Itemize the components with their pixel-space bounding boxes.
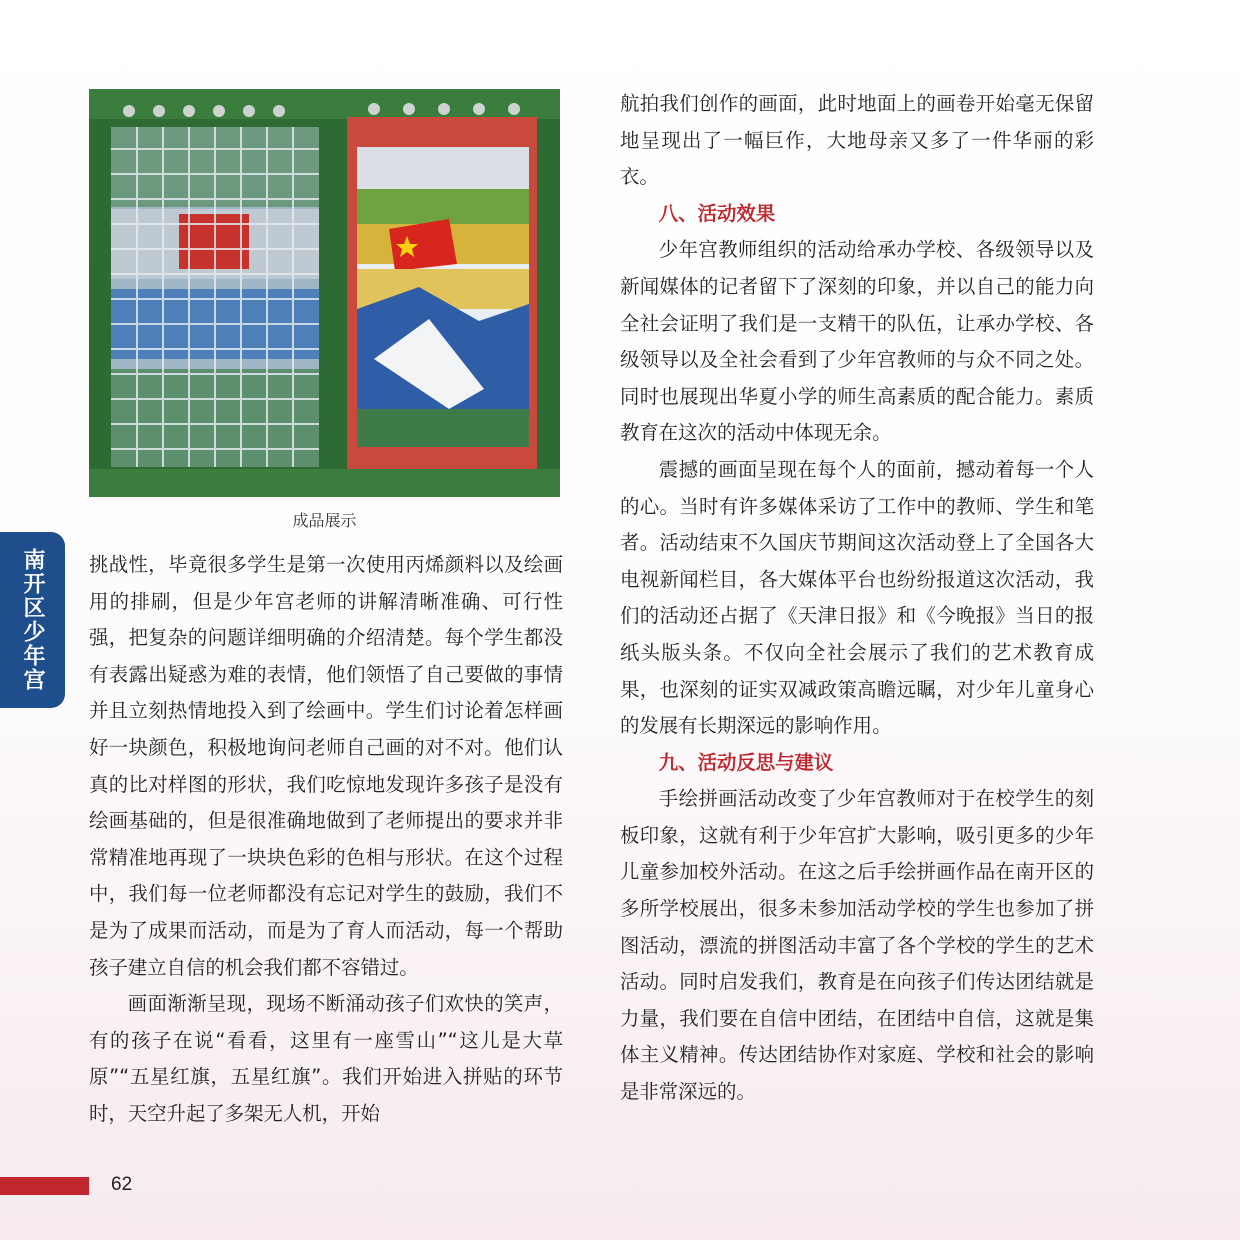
paragraph: 航拍我们创作的画面，此时地面上的画卷开始毫无保留地呈现出了一幅巨作，大地母亲又多了一件华丽的彩衣。 (620, 92, 1094, 189)
side-tab-label: 南开区少年宫 (20, 548, 45, 692)
assembled-painting (347, 117, 537, 469)
side-section-tab (0, 532, 65, 708)
page-number: 62 (111, 1174, 133, 1195)
paragraph: 画面渐渐呈现，现场不断涌动孩子们欢快的笑声，有的孩子在说“看看，这里有一座雪山”“这儿是大草原”“五星红旗，五星红旗”。我们开始进入拼贴的环节时，天空升起了多架无人机，开始 (89, 992, 563, 1125)
artwork-photo (89, 89, 560, 497)
footer-accent-bar (0, 1177, 89, 1195)
aerial-painting-illustration (89, 89, 560, 497)
left-column (89, 547, 563, 1133)
section-heading-8: 八、活动效果 (658, 201, 776, 225)
section-heading-9: 九、活动反思与建议 (658, 750, 834, 774)
right-column (620, 86, 1094, 1111)
paragraph: 少年宫教师组织的活动给承办学校、各级领导以及新闻媒体的记者留下了深刻的印象，并以自己的能力向全社会证明了我们是一支精干的队伍，让承办学校、各级领导以及全社会看到了少年宫教师的与众不同之处。同时也展现出华夏小学的师生高素质的配合能力。素质教育在这次的活动中体现无余。 (620, 238, 1094, 445)
paragraph: 震撼的画面呈现在每个人的面前，撼动着每一个人的心。当时有许多媒体采访了工作中的教师、学生和笔者。活动结束不久国庆节期间这次活动登上了全国各大电视新闻栏目，各大媒体平台也纷纷报道这次活动，我们的活动还占据了《天津日报》和《今晚报》当日的报纸头版头条。不仅向全社会展示了我们的艺术教育成果，也深刻的证实双减政策高瞻远瞩，对少年儿童身心的发展有长期深远的影响作用。 (620, 457, 1094, 738)
photo-caption: 成品展示 (292, 511, 357, 530)
paragraph: 手绘拼画活动改变了少年宫教师对于在校学生的刻板印象，这就有利于少年宫扩大影响，吸引更多的少年儿童参加校外活动。在这之后手绘拼画作品在南开区的多所学校展出，很多未参加活动学校的学生也参加了拼图活动，漂流的拼图活动丰富了各个学校的学生的艺术活动。同时启发我们，教育是在向孩子们传达团结就是力量，我们要在自信中团结，在团结中自信，这就是集体主义精神。传达团结协作对家庭、学校和社会的影响是非常深远的。 (620, 787, 1094, 1104)
paragraph: 挑战性，毕竟很多学生是第一次使用丙烯颜料以及绘画用的排刷，但是少年宫老师的讲解清晰准确、可行性强，把复杂的问题详细明确的介绍清楚。每个学生都没有表露出疑惑为难的表情，他们领悟了自己要做的事情并且立刻热情地投入到了绘画中。学生们讨论着怎样画好一块颜色，积极地询问老师自己画的对不对。他们认真的比对样图的形状，我们吃惊地发现许多孩子是没有绘画基础的，但是很准确地做到了老师提出的要求并非常精准地再现了一块块色彩的色相与形状。在这个过程中，我们每一位老师都没有忘记对学生的鼓励，我们不是为了成果而活动，而是为了育人而活动，每一个帮助孩子建立自信的机会我们都不容错过。 (89, 553, 563, 979)
